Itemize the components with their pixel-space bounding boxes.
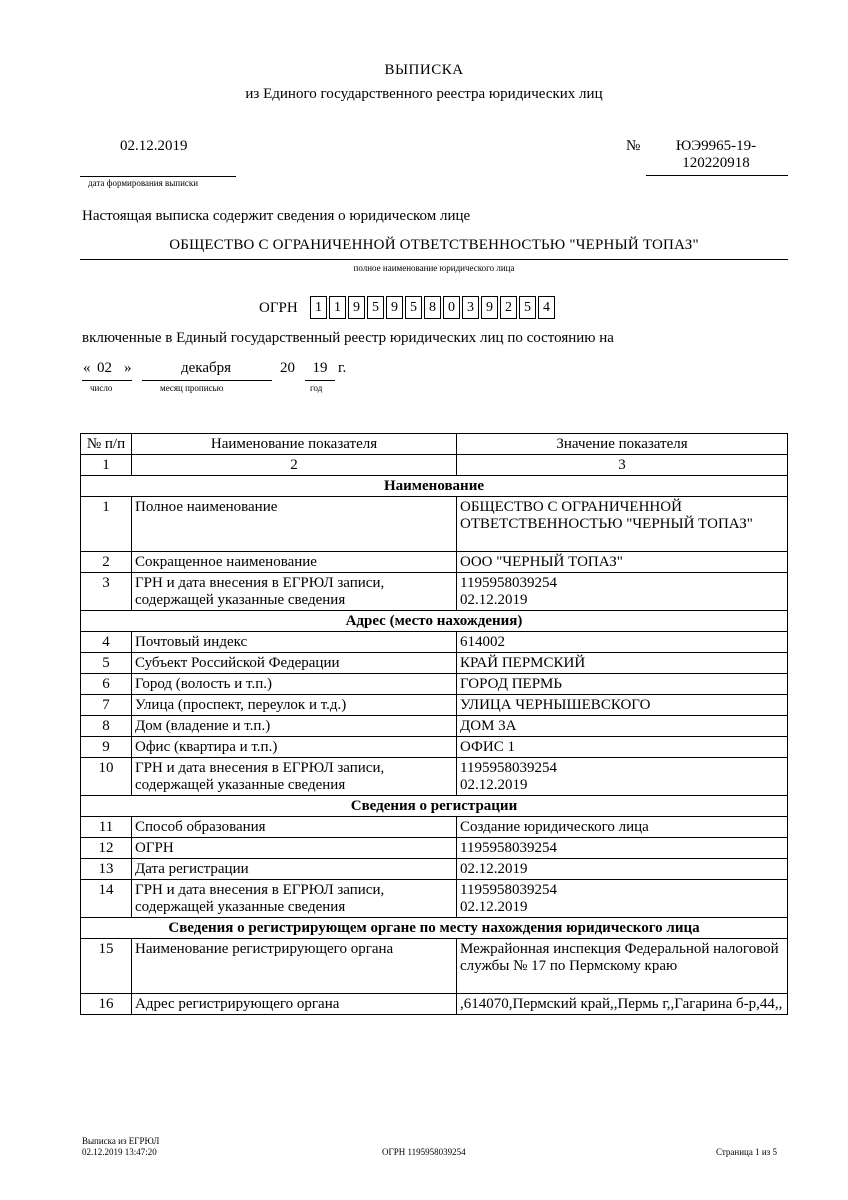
- grn-value: 1195958039254: [460, 760, 557, 776]
- state-year-suffix: 19: [312, 360, 328, 376]
- table-row: [81, 632, 788, 653]
- row-label: Полное наименование: [132, 497, 457, 552]
- row-label: Офис (квартира и т.п.): [132, 737, 457, 758]
- table-row: [81, 552, 788, 573]
- footer-timestamp: 02.12.2019 13:47:20: [82, 1147, 157, 1157]
- table-row: [81, 880, 788, 918]
- row-value: [457, 880, 788, 918]
- table-header-row: [81, 434, 788, 455]
- document-number-line2: 120220918: [682, 155, 750, 171]
- ogrn-digit: 3: [462, 296, 479, 319]
- formation-date: 02.12.2019: [120, 138, 188, 154]
- document-title: ВЫПИСКА: [384, 62, 464, 78]
- column-number: 2: [132, 455, 457, 476]
- row-number: 13: [81, 859, 132, 880]
- table-row: [81, 573, 788, 611]
- document-subtitle: из Единого государственного реестра юридических лиц: [245, 86, 603, 102]
- grn-value: 1195958039254: [460, 575, 557, 591]
- day-underline: [82, 380, 132, 381]
- row-value: ОБЩЕСТВО С ОГРАНИЧЕННОЙ ОТВЕТСТВЕННОСТЬЮ "ЧЕРНЫЙ ТОПАЗ": [457, 497, 788, 552]
- row-label: ГРН и дата внесения в ЕГРЮЛ записи, содержащей указанные сведения: [132, 880, 457, 918]
- row-value: 02.12.2019: [457, 859, 788, 880]
- section-row: [81, 918, 788, 939]
- ogrn-digit: 0: [443, 296, 460, 319]
- state-year-prefix: 20: [280, 360, 295, 376]
- row-label: ГРН и дата внесения в ЕГРЮЛ записи, содержащей указанные сведения: [132, 573, 457, 611]
- row-number: 7: [81, 695, 132, 716]
- header-indicator-value: Значение показателя: [457, 434, 788, 455]
- row-value: ДОМ 3А: [457, 716, 788, 737]
- row-number: 5: [81, 653, 132, 674]
- section-address: Адрес (место нахождения): [81, 611, 788, 632]
- row-number: 10: [81, 758, 132, 796]
- ogrn-label: ОГРН: [259, 300, 298, 316]
- row-number: 12: [81, 838, 132, 859]
- header-number: № п/п: [81, 434, 132, 455]
- row-label: Способ образования: [132, 817, 457, 838]
- grn-date: 02.12.2019: [460, 777, 528, 793]
- ogrn-digit: 9: [386, 296, 403, 319]
- intro-text: Настоящая выписка содержит сведения о юридическом лице: [82, 208, 471, 224]
- grn-date: 02.12.2019: [460, 592, 528, 608]
- row-value: 614002: [457, 632, 788, 653]
- table-row: [81, 674, 788, 695]
- number-label: №: [626, 138, 641, 154]
- ogrn-digit: 1: [310, 296, 327, 319]
- table-row: [81, 758, 788, 796]
- quote-open: «: [83, 360, 91, 376]
- grn-date: 02.12.2019: [460, 899, 528, 915]
- footer-page-number: Страница 1 из 5: [716, 1147, 777, 1157]
- table-row: [81, 497, 788, 552]
- state-day: 02: [97, 360, 112, 376]
- year-abbrev: г.: [338, 360, 347, 376]
- month-caption: месяц прописью: [160, 383, 224, 393]
- table-row: [81, 939, 788, 994]
- section-row: [81, 796, 788, 817]
- row-value: ГОРОД ПЕРМЬ: [457, 674, 788, 695]
- ogrn-digit: 2: [500, 296, 517, 319]
- footer-doc-name: Выписка из ЕГРЮЛ: [82, 1136, 160, 1146]
- table-row: [81, 716, 788, 737]
- table-row: [81, 859, 788, 880]
- grn-value: 1195958039254: [460, 882, 557, 898]
- section-name: Наименование: [81, 476, 788, 497]
- row-number: 15: [81, 939, 132, 994]
- ogrn-digit-boxes: [310, 296, 557, 319]
- table-column-numbers-row: [81, 455, 788, 476]
- document-number: [646, 138, 786, 172]
- year-caption: год: [310, 383, 323, 393]
- row-value: 1195958039254: [457, 838, 788, 859]
- row-label: Дата регистрации: [132, 859, 457, 880]
- ogrn-digit: 1: [329, 296, 346, 319]
- row-label: Наименование регистрирующего органа: [132, 939, 457, 994]
- ogrn-digit: 5: [519, 296, 536, 319]
- row-value: УЛИЦА ЧЕРНЫШЕВСКОГО: [457, 695, 788, 716]
- ogrn-digit: 4: [538, 296, 555, 319]
- row-number: 14: [81, 880, 132, 918]
- section-authority: Сведения о регистрирующем органе по месту нахождения юридического лица: [81, 918, 788, 939]
- ogrn-digit: 9: [348, 296, 365, 319]
- section-row: [81, 476, 788, 497]
- company-underline: [80, 259, 788, 260]
- number-underline: [646, 175, 788, 176]
- row-number: 16: [81, 994, 132, 1015]
- day-caption: число: [90, 383, 113, 393]
- table-row: [81, 695, 788, 716]
- header-indicator-name: Наименование показателя: [132, 434, 457, 455]
- row-value: ОФИС 1: [457, 737, 788, 758]
- row-value: Межрайонная инспекция Федеральной налоговой службы № 17 по Пермскому краю: [457, 939, 788, 994]
- table-row: [81, 838, 788, 859]
- row-label: ОГРН: [132, 838, 457, 859]
- year-underline: [305, 380, 335, 381]
- row-number: 4: [81, 632, 132, 653]
- row-number: 6: [81, 674, 132, 695]
- table-row: [81, 653, 788, 674]
- ogrn-digit: 5: [405, 296, 422, 319]
- row-label: Сокращенное наименование: [132, 552, 457, 573]
- registry-table: [80, 433, 788, 1015]
- company-full-name: ОБЩЕСТВО С ОГРАНИЧЕННОЙ ОТВЕТСТВЕННОСТЬЮ "ЧЕРНЫЙ ТОПАЗ": [169, 237, 699, 253]
- row-number: 2: [81, 552, 132, 573]
- row-number: 9: [81, 737, 132, 758]
- formation-date-caption: дата формирования выписки: [88, 178, 199, 188]
- ogrn-digit: 9: [481, 296, 498, 319]
- section-registration: Сведения о регистрации: [81, 796, 788, 817]
- row-label: Почтовый индекс: [132, 632, 457, 653]
- footer-ogrn: ОГРН 1195958039254: [382, 1147, 466, 1157]
- column-number: 3: [457, 455, 788, 476]
- row-number: 8: [81, 716, 132, 737]
- row-number: 11: [81, 817, 132, 838]
- row-value: ООО "ЧЕРНЫЙ ТОПАЗ": [457, 552, 788, 573]
- row-value: [457, 758, 788, 796]
- footer-left: [82, 1136, 159, 1158]
- row-value: Создание юридического лица: [457, 817, 788, 838]
- table-row: [81, 817, 788, 838]
- row-value: ,614070,Пермский край,,Пермь г,,Гагарина б-р,44,,: [457, 994, 788, 1015]
- row-number: 3: [81, 573, 132, 611]
- included-text: включенные в Единый государственный реестр юридических лиц по состоянию на: [82, 330, 614, 346]
- date-underline: [80, 176, 236, 177]
- row-value: КРАЙ ПЕРМСКИЙ: [457, 653, 788, 674]
- row-label: Город (волость и т.п.): [132, 674, 457, 695]
- row-label: Адрес регистрирующего органа: [132, 994, 457, 1015]
- row-label: Дом (владение и т.п.): [132, 716, 457, 737]
- state-month: декабря: [180, 360, 232, 376]
- document-number-line1: ЮЭ9965-19-: [675, 138, 757, 154]
- row-label: Улица (проспект, переулок и т.д.): [132, 695, 457, 716]
- month-underline: [142, 380, 272, 381]
- ogrn-digit: 5: [367, 296, 384, 319]
- table-row: [81, 737, 788, 758]
- section-row: [81, 611, 788, 632]
- row-number: 1: [81, 497, 132, 552]
- row-label: Субъект Российской Федерации: [132, 653, 457, 674]
- row-label: ГРН и дата внесения в ЕГРЮЛ записи, содержащей указанные сведения: [132, 758, 457, 796]
- quote-close: »: [124, 360, 132, 376]
- ogrn-digit: 8: [424, 296, 441, 319]
- company-name-caption: полное наименование юридического лица: [353, 263, 515, 273]
- row-value: [457, 573, 788, 611]
- column-number: 1: [81, 455, 132, 476]
- table-row: [81, 994, 788, 1015]
